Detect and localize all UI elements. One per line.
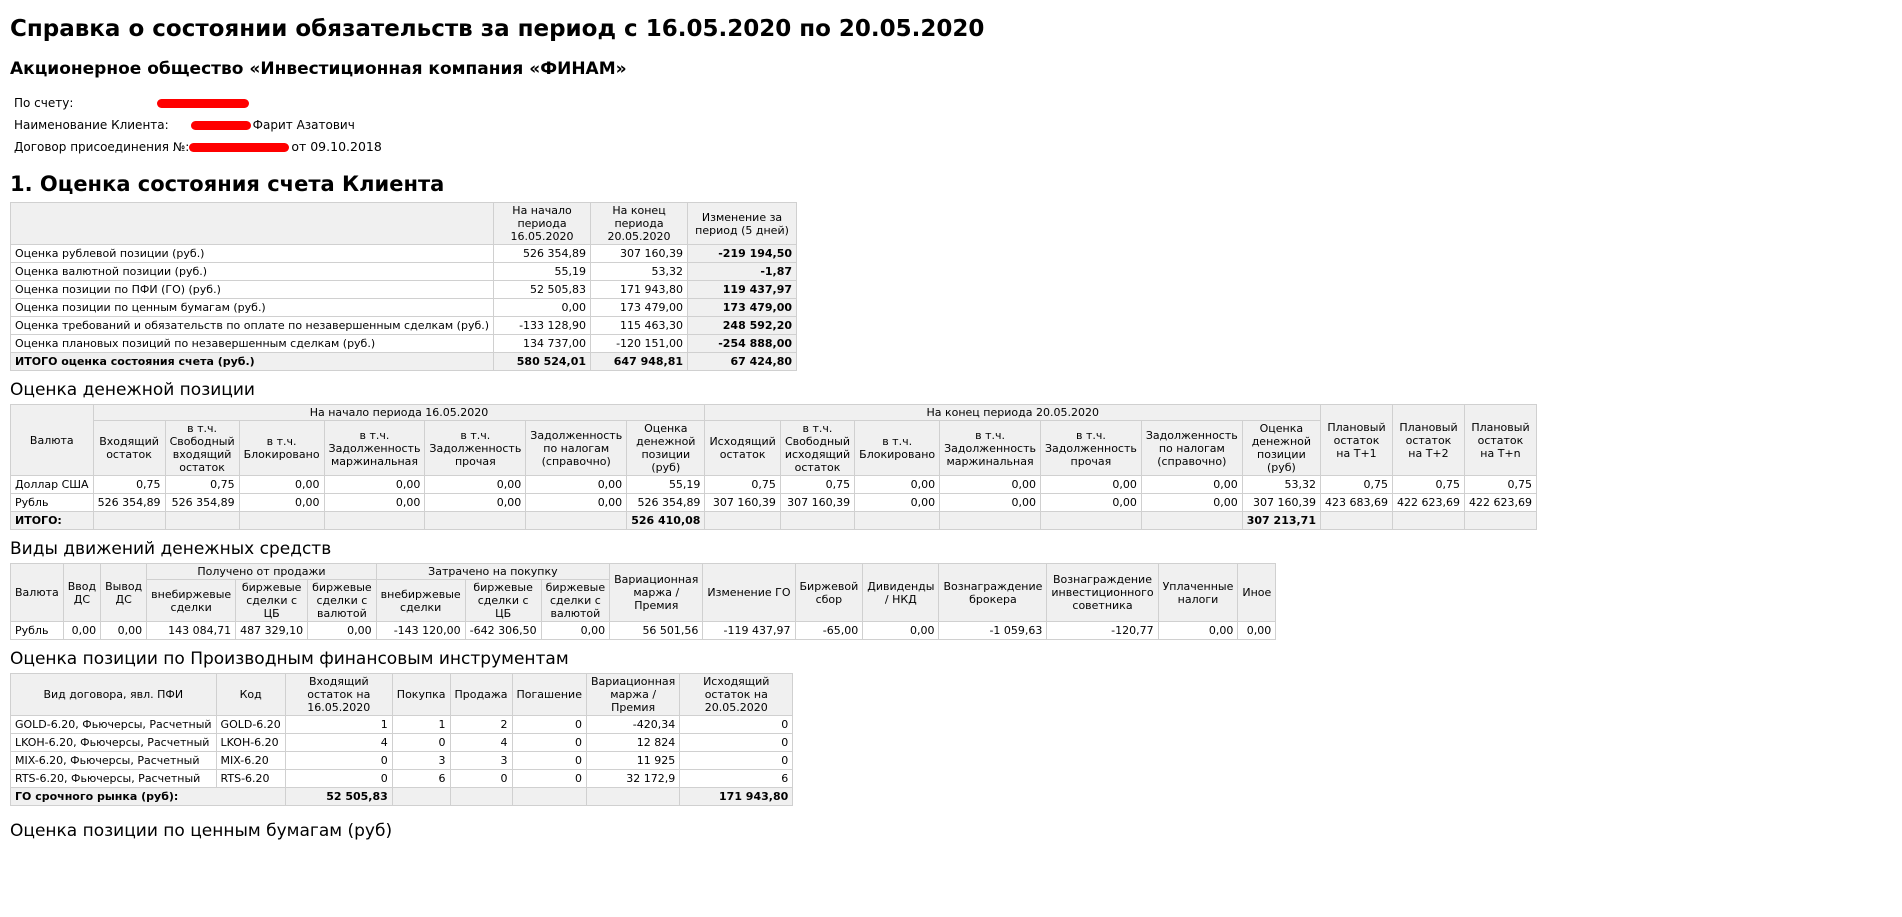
col-start-1: в т.ч. Свободный входящий остаток [165,421,239,476]
cell-kind: MIX-6.20, Фьючерсы, Расчетный [11,752,217,770]
value-start: 52 505,83 [494,281,591,299]
value-cell: 0,75 [780,476,854,494]
col-pfi-6: Вариационная маржа / Премия [586,674,679,716]
col-sub-0-1: биржевые сделки с ЦБ [236,580,308,622]
col-plan-tn: Плановый остаток на Т+n [1464,405,1536,476]
value-cell: -65,00 [795,622,863,640]
row-label: Оценка позиции по ПФИ (ГО) (руб.) [11,281,494,299]
value-cell: 0,75 [1392,476,1464,494]
col-other: Иное [1238,564,1276,622]
value-change: 173 479,00 [688,299,797,317]
col-end: На конец периода 20.05.2020 [591,203,688,245]
value-cell: 422 623,69 [1464,494,1536,512]
table-row [11,770,793,788]
redaction-mark [157,99,249,108]
value-cell: 0,75 [1464,476,1536,494]
total-label: ГО срочного рынка (руб): [11,788,286,806]
value-cell: 0,00 [1040,494,1141,512]
col-plan-t2: Плановый остаток на Т+2 [1392,405,1464,476]
value-cell: 0,75 [165,476,239,494]
empty-cell [705,512,780,530]
table-row [11,716,793,734]
cell-redeem: 0 [512,734,586,752]
empty-cell [586,788,679,806]
flows-section-title: Виды движений денежных средств [10,539,332,559]
col-sub-1-1: биржевые сделки с ЦБ [465,580,541,622]
value-cell: 0,00 [855,494,940,512]
client-row [14,114,1537,136]
row-label: Оценка требований и обязательств по оплате по незавершенным сделкам (руб.) [11,317,494,335]
table-row [11,476,1537,494]
total-label: ИТОГО оценка состояния счета (руб.) [11,353,494,371]
empty-cell [165,512,239,530]
cell-buy: 3 [392,752,450,770]
total-row [11,353,797,371]
value-cell: 307 160,39 [1242,494,1320,512]
group-end: На конец периода 20.05.2020 [705,405,1321,421]
row-label: Оценка позиции по ценным бумагам (руб.) [11,299,494,317]
cell-redeem: 0 [512,716,586,734]
table-row [11,734,793,752]
empty-cell [239,512,324,530]
value-cell: 0,75 [705,476,780,494]
col-pfi-7: Исходящий остаток на 20.05.2020 [680,674,793,716]
col-start: На начало периода 16.05.2020 [494,203,591,245]
redaction-mark [189,143,289,152]
cell-in: 0 [285,770,392,788]
value-cell: 56 501,56 [610,622,703,640]
value-cell: -119 437,97 [703,622,795,640]
securities-section-title: Оценка позиции по ценным бумагам (руб) [10,821,393,841]
empty-cell [450,788,512,806]
cell-margin: 12 824 [586,734,679,752]
table-row [11,335,797,353]
value-end: 53,32 [591,263,688,281]
cell-buy: 0 [392,734,450,752]
table-row [11,494,1537,512]
col-end-4: в т.ч. Задолженность прочая [1040,421,1141,476]
empty-cell [392,788,450,806]
value-cell: 143 084,71 [147,622,236,640]
empty-cell [526,512,627,530]
account-valuation-table [10,202,797,371]
account-row [14,92,1537,114]
header-empty [11,203,494,245]
value-cell: 526 354,89 [627,494,705,512]
value-change: -219 194,50 [688,245,797,263]
value-start: 526 354,89 [494,245,591,263]
value-cell: 0,00 [308,622,377,640]
value-start: 55,19 [494,263,591,281]
cell-out: 0 [680,716,793,734]
col-pfi-4: Продажа [450,674,512,716]
value-cell: 0,00 [324,494,425,512]
col-withdraw: Вывод ДС [101,564,147,622]
col-deposit: Ввод ДС [63,564,100,622]
redaction-mark [191,121,251,130]
value-start: 0,00 [494,299,591,317]
empty-cell [855,512,940,530]
currency-cell: Рубль [11,494,94,512]
col-start-3: в т.ч. Задолженность маржинальная [324,421,425,476]
cell-code: LKOH-6.20 [216,734,285,752]
value-cell: 0,00 [324,476,425,494]
value-cell: 0,00 [1141,494,1242,512]
cell-buy: 6 [392,770,450,788]
col-plan-t1: Плановый остаток на Т+1 [1321,405,1393,476]
col-var-margin: Вариационная маржа / Премия [610,564,703,622]
total-end: 307 213,71 [1242,512,1320,530]
row-label: Оценка плановых позиций по незавершенным сделкам (руб.) [11,335,494,353]
total-out: 171 943,80 [680,788,793,806]
empty-cell [1464,512,1536,530]
col-sub-1-0: внебиржевые сделки [376,580,465,622]
cell-in: 4 [285,734,392,752]
col-advisor-fee: Вознаграждение инвестиционного советника [1047,564,1158,622]
col-sub-0-0: внебиржевые сделки [147,580,236,622]
table-row [11,317,797,335]
value-cell: 0,00 [425,476,526,494]
value-cell: 0,00 [855,476,940,494]
col-end-5: Задолженность по налогам (справочно) [1141,421,1242,476]
empty-cell [1141,512,1242,530]
cell-redeem: 0 [512,752,586,770]
empty-cell [780,512,854,530]
cell-in: 0 [285,752,392,770]
col-start-4: в т.ч. Задолженность прочая [425,421,526,476]
value-cell: 55,19 [627,476,705,494]
cash-section-title: Оценка денежной позиции [10,380,255,400]
total-row [11,512,1537,530]
value-cell: 0,00 [863,622,939,640]
table-row [11,752,793,770]
total-row [11,788,793,806]
cell-kind: GOLD-6.20, Фьючерсы, Расчетный [11,716,217,734]
value-cell: 0,00 [940,494,1041,512]
row-label: Оценка валютной позиции (руб.) [11,263,494,281]
cell-sell: 2 [450,716,512,734]
client-info [10,92,1537,158]
col-sub-1-2: биржевые сделки с валютой [541,580,610,622]
value-cell: -120,77 [1047,622,1158,640]
value-cell: 0,00 [541,622,610,640]
value-start: -133 128,90 [494,317,591,335]
account-label: По счету: [14,96,74,110]
cell-kind: RTS-6.20, Фьючерсы, Расчетный [11,770,217,788]
value-cell: 307 160,39 [780,494,854,512]
value-cell: 423 683,69 [1321,494,1393,512]
pfi-table [10,673,793,806]
value-cell: 526 354,89 [165,494,239,512]
value-cell: 0,00 [1141,476,1242,494]
group-sale: Получено от продажи [147,564,377,580]
value-end: 173 479,00 [591,299,688,317]
value-cell: 0,00 [63,622,100,640]
total-start: 580 524,01 [494,353,591,371]
empty-cell [512,788,586,806]
group-buy: Затрачено на покупку [376,564,609,580]
value-cell: 422 623,69 [1392,494,1464,512]
contract-row [14,136,1537,158]
empty-cell [324,512,425,530]
value-cell: -143 120,00 [376,622,465,640]
value-cell: 0,00 [239,494,324,512]
value-cell: 0,00 [239,476,324,494]
col-pfi-1: Код [216,674,285,716]
total-start: 526 410,08 [627,512,705,530]
total-label: ИТОГО: [11,512,94,530]
company-name: Акционерное общество «Инвестиционная компания «ФИНАМ» [10,59,627,79]
empty-cell [1392,512,1464,530]
currency-cell: Рубль [11,622,64,640]
col-change: Изменение за период (5 дней) [688,203,797,245]
value-cell: 0,00 [940,476,1041,494]
col-currency: Валюта [11,405,94,476]
col-end-1: в т.ч. Свободный исходящий остаток [780,421,854,476]
col-broker-fee: Вознаграждение брокера [939,564,1047,622]
contract-date: от 09.10.2018 [291,139,382,154]
value-cell: 0,00 [425,494,526,512]
cell-code: GOLD-6.20 [216,716,285,734]
col-pfi-0: Вид договора, явл. ПФИ [11,674,217,716]
cell-code: MIX-6.20 [216,752,285,770]
value-cell: 0,00 [1158,622,1238,640]
value-change: 119 437,97 [688,281,797,299]
col-exchange-fee: Биржевой сбор [795,564,863,622]
value-cell: 0,75 [1321,476,1393,494]
empty-cell [93,512,165,530]
cell-buy: 1 [392,716,450,734]
value-end: 171 943,80 [591,281,688,299]
col-end-3: в т.ч. Задолженность маржинальная [940,421,1041,476]
row-label: Оценка рублевой позиции (руб.) [11,245,494,263]
col-taxes: Уплаченные налоги [1158,564,1238,622]
cell-in: 1 [285,716,392,734]
table-row [11,245,797,263]
value-cell: 526 354,89 [93,494,165,512]
empty-cell [1321,512,1393,530]
value-change: -1,87 [688,263,797,281]
cash-flows-table [10,563,1276,640]
value-end: 307 160,39 [591,245,688,263]
cash-position-table [10,404,1537,530]
empty-cell [425,512,526,530]
col-pfi-5: Погашение [512,674,586,716]
total-change: 67 424,80 [688,353,797,371]
empty-cell [940,512,1041,530]
cell-out: 0 [680,752,793,770]
value-end: 115 463,30 [591,317,688,335]
value-change: 248 592,20 [688,317,797,335]
table-row [11,299,797,317]
value-cell: 53,32 [1242,476,1320,494]
col-go-change: Изменение ГО [703,564,795,622]
value-cell: 307 160,39 [705,494,780,512]
value-cell: -642 306,50 [465,622,541,640]
col-sub-0-2: биржевые сделки с валютой [308,580,377,622]
col-start-2: в т.ч. Блокировано [239,421,324,476]
col-start-5: Задолженность по налогам (справочно) [526,421,627,476]
col-pfi-2: Входящий остаток на 16.05.2020 [285,674,392,716]
contract-label: Договор присоединения №: [14,140,190,154]
cell-sell: 3 [450,752,512,770]
cell-redeem: 0 [512,770,586,788]
value-cell: 0,00 [526,494,627,512]
cell-code: RTS-6.20 [216,770,285,788]
value-cell: 0,00 [101,622,147,640]
table-row [11,263,797,281]
table-row [11,281,797,299]
cell-out: 0 [680,734,793,752]
col-start-6: Оценка денежной позиции (руб) [627,421,705,476]
report [10,0,1537,845]
cell-kind: LKOH-6.20, Фьючерсы, Расчетный [11,734,217,752]
total-end: 647 948,81 [591,353,688,371]
col-dividends: Дивиденды / НКД [863,564,939,622]
empty-cell [1040,512,1141,530]
client-label: Наименование Клиента: [14,118,169,132]
pfi-section-title: Оценка позиции по Производным финансовым инструментам [10,649,569,669]
cell-sell: 0 [450,770,512,788]
value-end: -120 151,00 [591,335,688,353]
currency-cell: Доллар США [11,476,94,494]
total-in: 52 505,83 [285,788,392,806]
value-cell: 0,75 [93,476,165,494]
cell-margin: 11 925 [586,752,679,770]
col-pfi-3: Покупка [392,674,450,716]
value-cell: -1 059,63 [939,622,1047,640]
value-change: -254 888,00 [688,335,797,353]
table-row [11,622,1276,640]
value-start: 134 737,00 [494,335,591,353]
col-end-0: Исходящий остаток [705,421,780,476]
col-currency: Валюта [11,564,64,622]
cell-margin: -420,34 [586,716,679,734]
cell-out: 6 [680,770,793,788]
col-end-6: Оценка денежной позиции (руб) [1242,421,1320,476]
client-name: Фарит Азатович [252,118,355,132]
report-title: Справка о состоянии обязательств за период с 16.05.2020 по 20.05.2020 [10,16,985,42]
value-cell: 0,00 [1238,622,1276,640]
value-cell: 0,00 [1040,476,1141,494]
section1-title: 1. Оценка состояния счета Клиента [10,172,445,196]
cell-sell: 4 [450,734,512,752]
group-start: На начало периода 16.05.2020 [93,405,705,421]
value-cell: 0,00 [526,476,627,494]
col-start-0: Входящий остаток [93,421,165,476]
col-end-2: в т.ч. Блокировано [855,421,940,476]
value-cell: 487 329,10 [236,622,308,640]
cell-margin: 32 172,9 [586,770,679,788]
